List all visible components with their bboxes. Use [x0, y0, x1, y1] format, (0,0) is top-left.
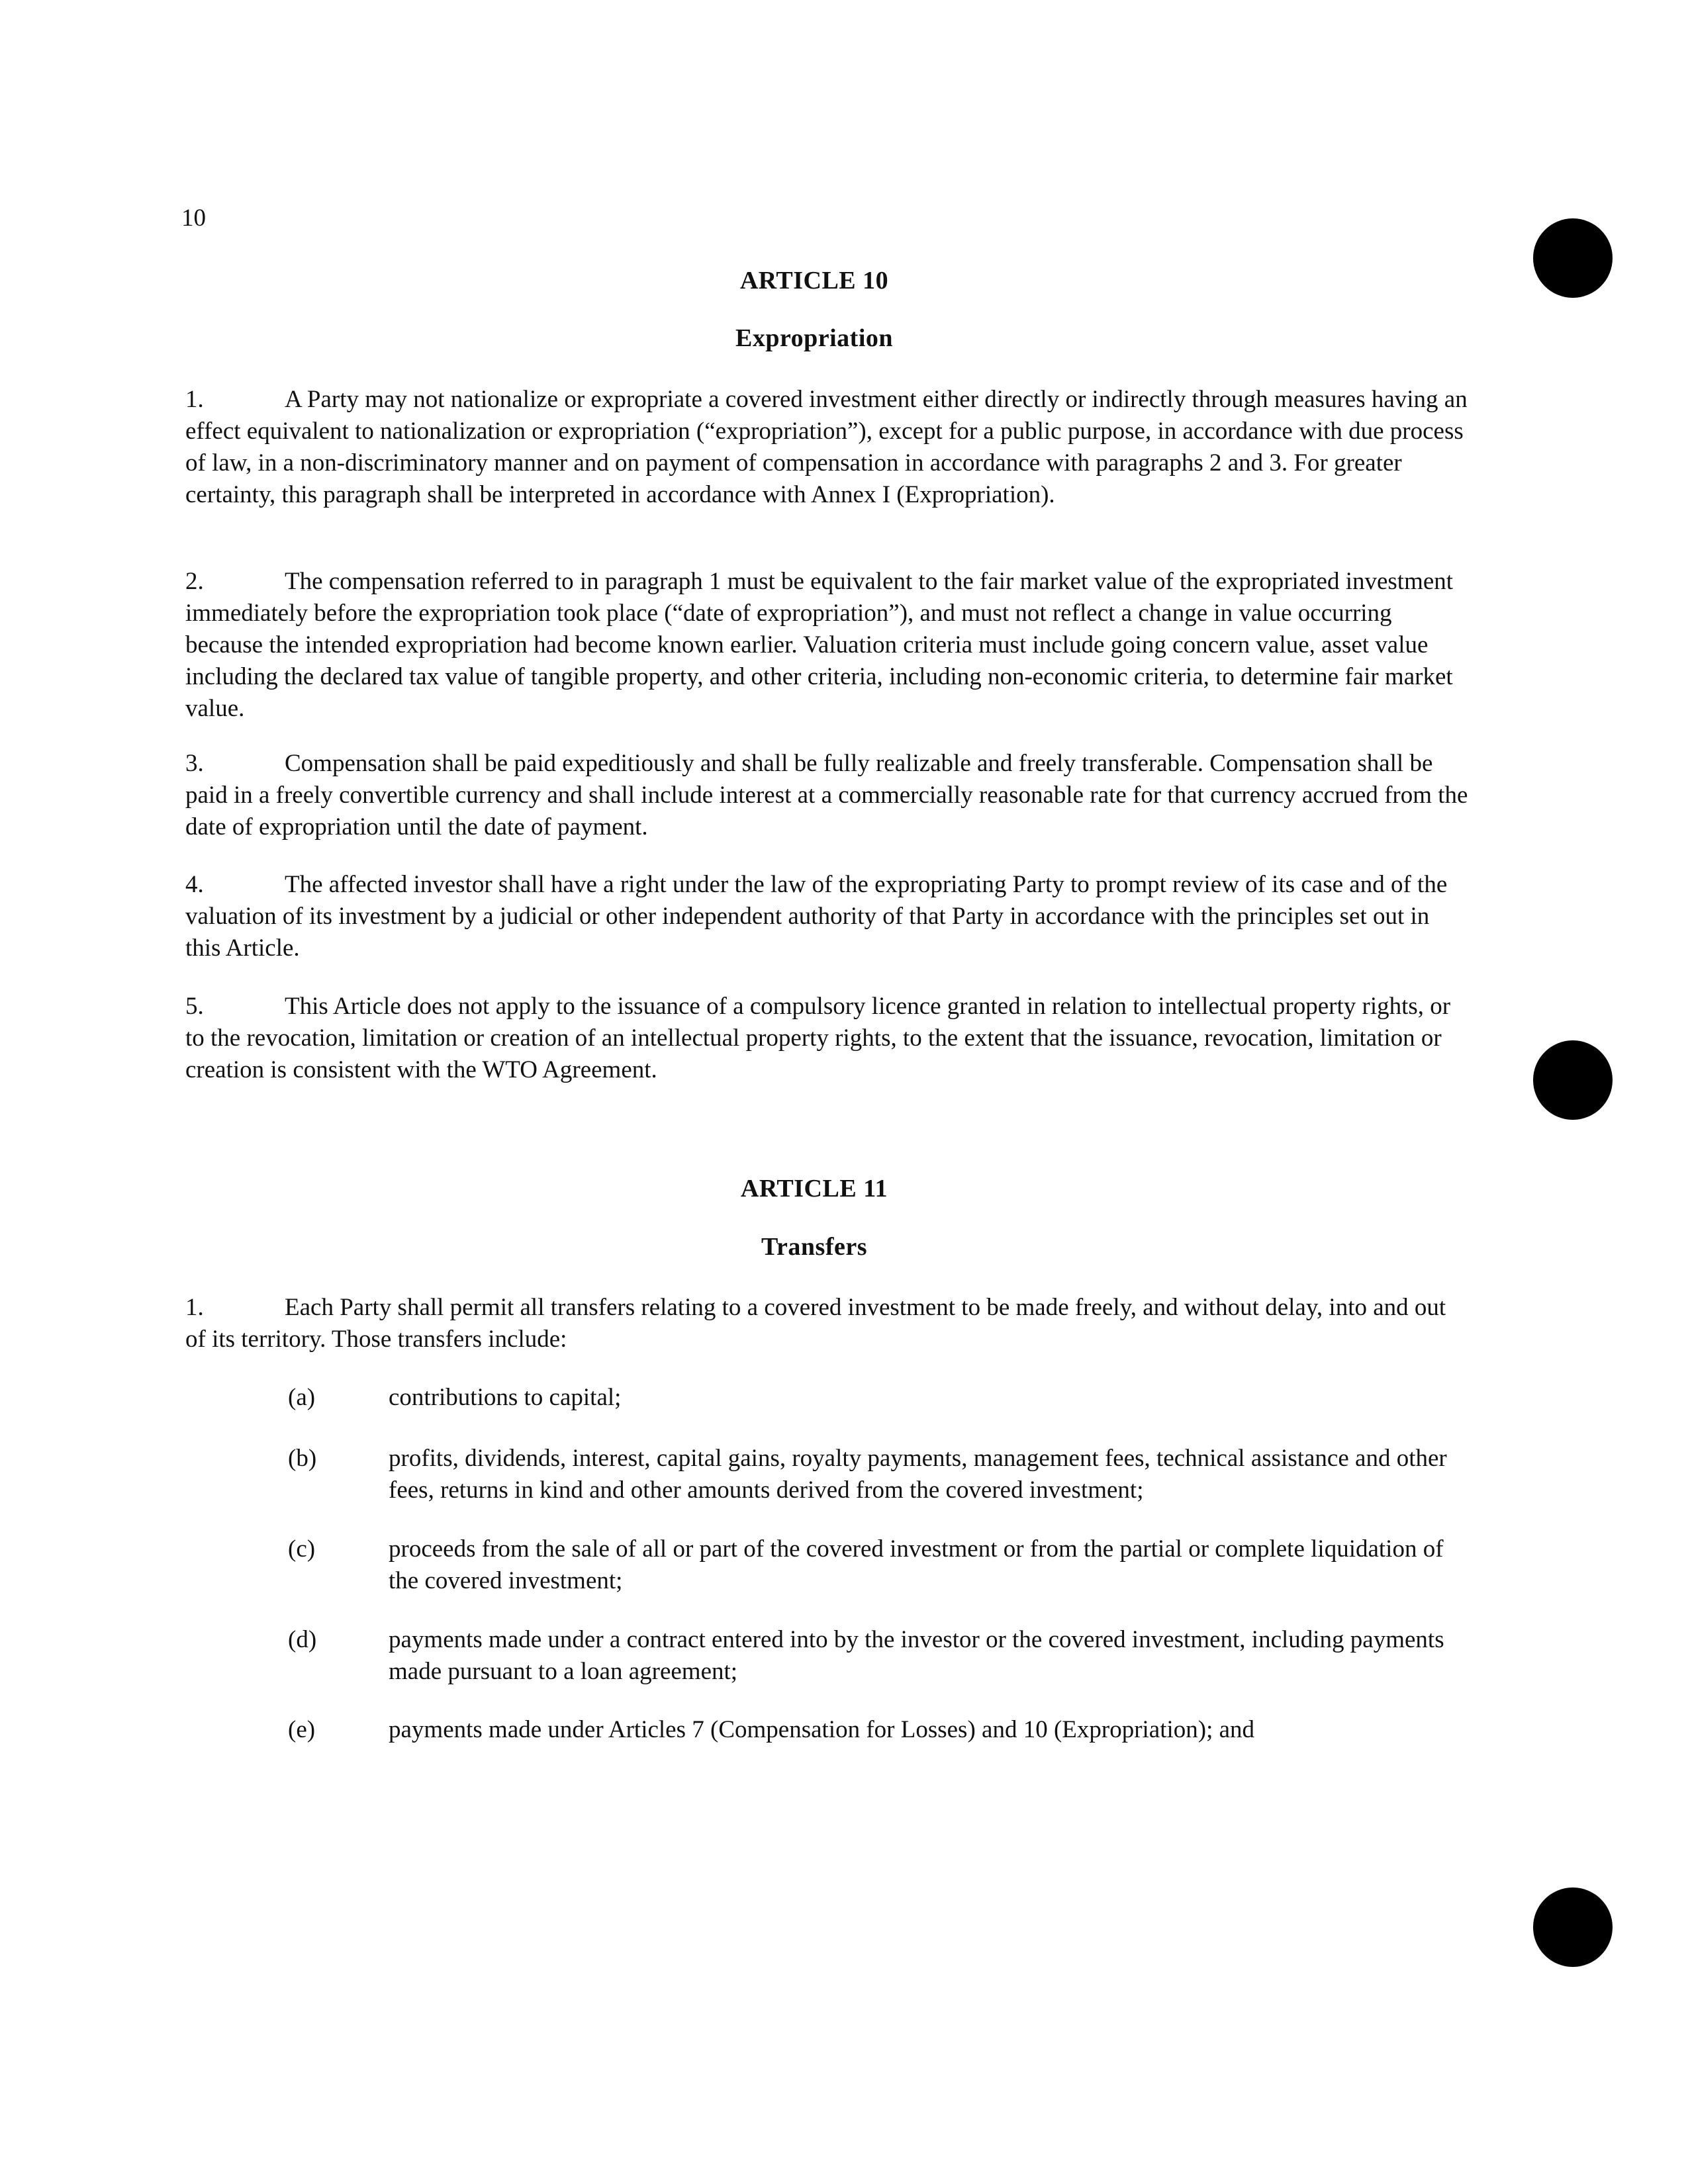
article-10-paragraph-1	[185, 384, 1470, 511]
paragraph-text: Compensation shall be paid expeditiously and shall be fully realizable and freely transferable. Compensation shall be paid in a freely convertible currency and shall include interest at a commercially reasonable rate for that currency accrued from the date of expropriation until the date of payment.	[185, 750, 1468, 841]
article-10-subtitle: Expropriation	[735, 324, 894, 352]
paragraph-number: 5.	[185, 993, 204, 1020]
punch-hole-bottom	[1533, 1888, 1613, 1967]
list-item-label: (c)	[288, 1535, 316, 1563]
article-10-paragraph-4	[185, 869, 1470, 964]
punch-hole-top	[1533, 218, 1613, 298]
article-11-subtitle: Transfers	[761, 1233, 867, 1261]
article-10-title: ARTICLE 10	[739, 267, 889, 295]
list-item-text: profits, dividends, interest, capital gains, royalty payments, management fees, technical assistance and other fees, returns in kind and other amounts derived from the covered investment;	[389, 1445, 1447, 1504]
paragraph-text: A Party may not nationalize or expropriate a covered investment either directly or indirectly through measures having an effect equivalent to nationalization or expropriation (“expropriation”), except for a public purpose, in accordance with due process of law, in a non-discriminatory manner and on payment of compensation in accordance with paragraphs 2 and 3. For greater certainty, this paragraph shall be interpreted in accordance with Annex I (Expropriation).	[185, 386, 1468, 508]
list-item-text: proceeds from the sale of all or part of the covered investment or from the partial or complete liquidation of the covered investment;	[389, 1535, 1444, 1594]
paragraph-number: 1.	[185, 1294, 204, 1321]
article-10-paragraph-5	[185, 991, 1470, 1086]
paragraph-text: Each Party shall permit all transfers relating to a covered investment to be made freely, and without delay, into and out of its territory. Those transfers include:	[185, 1294, 1446, 1353]
paragraph-text: The compensation referred to in paragraph 1 must be equivalent to the fair market value of the expropriated investment immediately before the expropriation took place (“date of expropriation”), and must not reflect a change in value occurring because the intended expropriation had become known earlier. Valuation criteria must include going concern value, asset value including the declared tax value of tangible property, and other criteria, including non-economic criteria, to determine fair market value.	[185, 568, 1454, 722]
paragraph-number: 4.	[185, 871, 204, 898]
list-item-label: (b)	[288, 1445, 317, 1472]
paragraph-number: 1.	[185, 386, 204, 413]
paragraph-number: 3.	[185, 750, 204, 777]
article-11-paragraph-1	[185, 1292, 1470, 1355]
list-item-label: (e)	[288, 1716, 316, 1743]
paragraph-number: 2.	[185, 568, 204, 595]
paragraph-text: The affected investor shall have a right under the law of the expropriating Party to prompt review of its case and of the valuation of its investment by a judicial or other independent authority of that Party in accordance with the principles set out in this Article.	[185, 871, 1448, 962]
list-item-label: (d)	[288, 1626, 317, 1653]
article-10-paragraph-3	[185, 748, 1470, 843]
paragraph-text: This Article does not apply to the issuance of a compulsory licence granted in relation to intellectual property rights, or to the revocation, limitation or creation of an intellectual property rights, to the extent that the issuance, revocation, limitation or creation is consistent with the WTO Agreement.	[185, 993, 1451, 1083]
list-item-text: contributions to capital;	[389, 1384, 622, 1411]
list-item-label: (a)	[288, 1384, 316, 1411]
list-item-text: payments made under Articles 7 (Compensation for Losses) and 10 (Expropriation); and	[389, 1716, 1255, 1743]
list-item-text: payments made under a contract entered into by the investor or the covered investment, including payments made pursuant to a loan agreement;	[389, 1626, 1444, 1685]
punch-hole-middle	[1533, 1040, 1613, 1120]
page-number: 10	[181, 205, 206, 232]
article-10-paragraph-2	[185, 566, 1470, 725]
article-11-title: ARTICLE 11	[740, 1175, 888, 1203]
